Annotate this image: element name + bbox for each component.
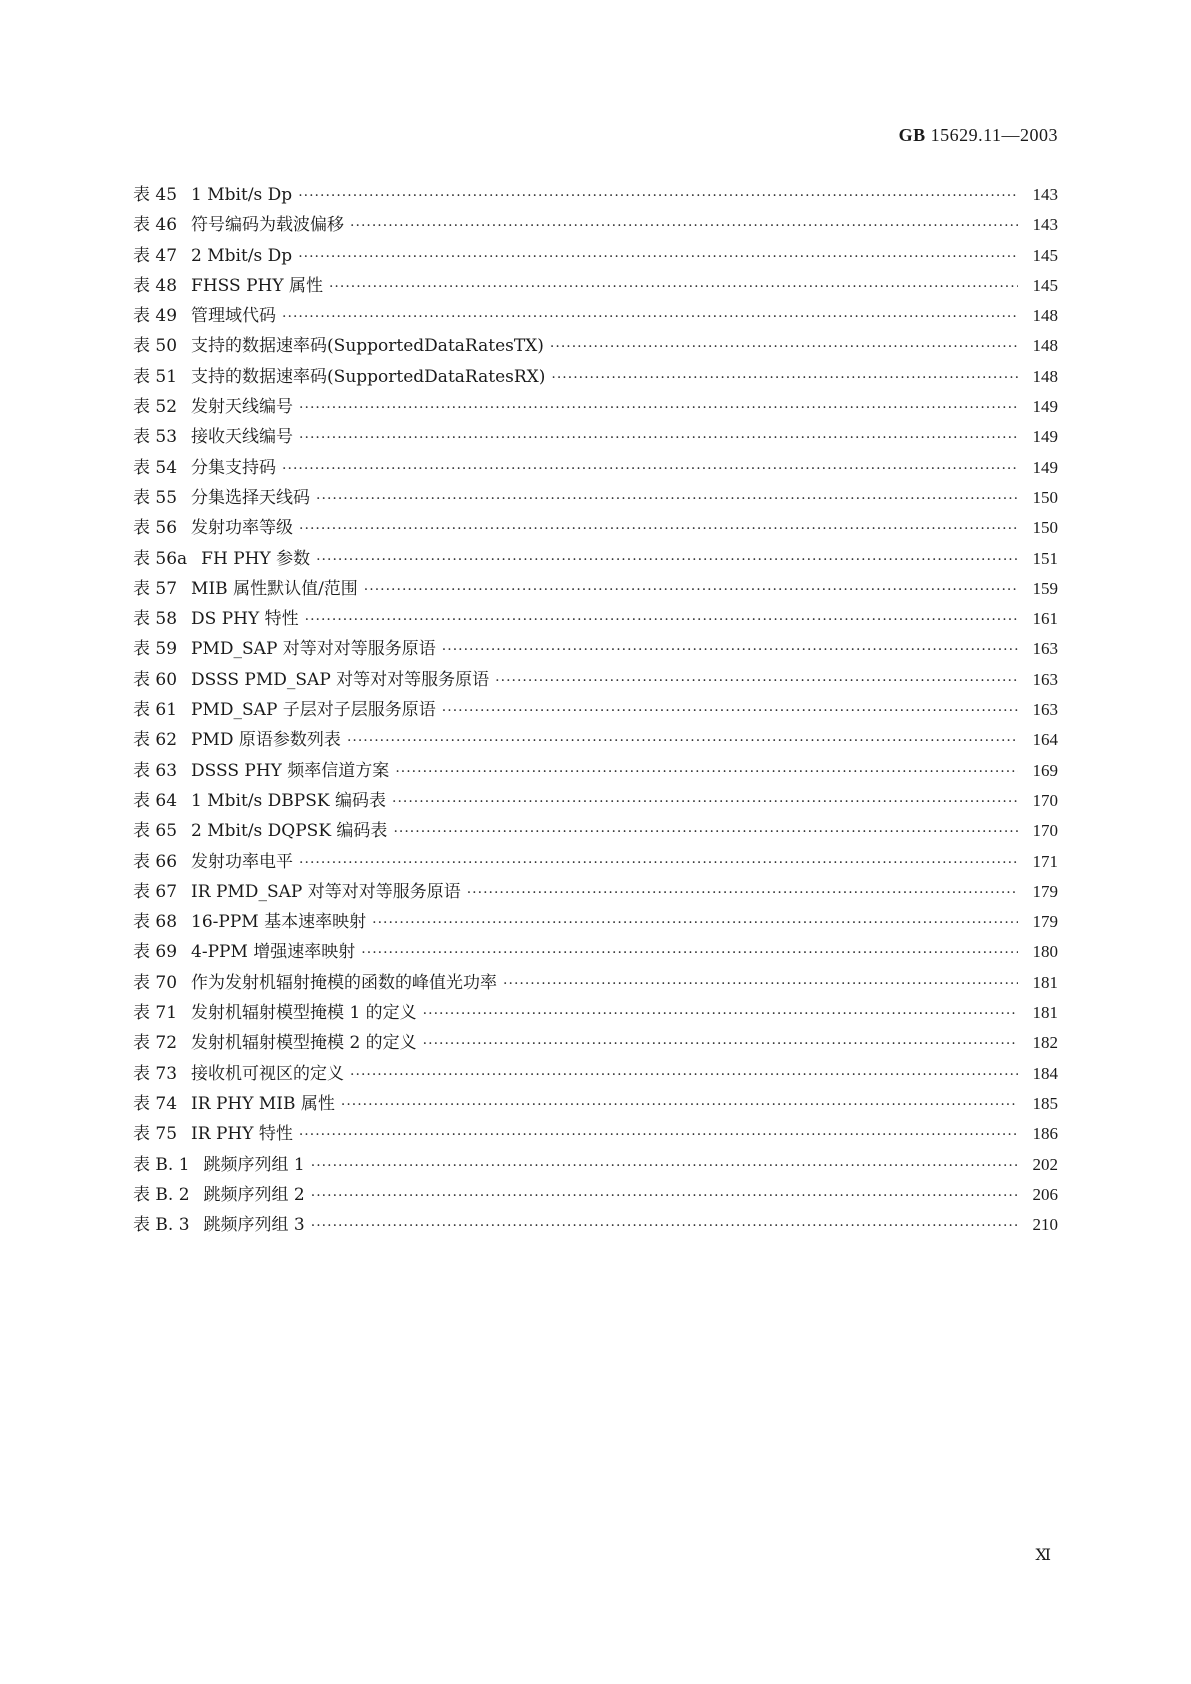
toc-entry-page: 181 — [1032, 972, 1058, 992]
toc-entry-title: 发射机辐射模型掩模 1 的定义 — [191, 1003, 417, 1024]
toc-entry[interactable] — [133, 998, 1058, 1028]
toc-entry-label: 表 75 — [133, 1124, 178, 1145]
toc-entry-title: DSSS PMD_SAP 对等对对等服务原语 — [191, 669, 490, 690]
toc-entry[interactable] — [133, 362, 1058, 392]
toc-entry-page: 164 — [1032, 730, 1058, 750]
toc-leader-dots — [311, 1181, 1018, 1211]
toc-leader-dots — [299, 393, 1018, 423]
toc-entry-label: 表 71 — [133, 1003, 178, 1024]
toc-leader-dots — [282, 454, 1018, 484]
toc-entry[interactable] — [133, 301, 1058, 331]
toc-entry-page: 171 — [1032, 851, 1058, 871]
toc-entry[interactable] — [133, 241, 1058, 271]
toc-entry-page: 145 — [1032, 275, 1058, 295]
toc-leader-dots — [329, 272, 1018, 302]
toc-entry-title: 发射功率等级 — [191, 518, 294, 539]
toc-entry-title: PMD_SAP 子层对子层服务原语 — [191, 700, 436, 721]
toc-leader-dots — [305, 605, 1018, 635]
toc-entry-page: 184 — [1032, 1063, 1058, 1083]
toc-entry-label: 表 48 — [133, 275, 178, 296]
toc-entry-page: 186 — [1032, 1124, 1058, 1144]
toc-entry-title: 分集支持码 — [191, 457, 277, 478]
toc-entry-label: 表 51 — [133, 366, 178, 387]
toc-entry-title: 发射功率电平 — [191, 851, 294, 872]
toc-entry[interactable] — [133, 483, 1058, 513]
toc-entry-label: 表 55 — [133, 487, 178, 508]
toc-entry-page: 181 — [1032, 1003, 1058, 1023]
toc-entry-page: 182 — [1032, 1033, 1058, 1053]
toc-entry-page: 150 — [1032, 487, 1058, 507]
toc-entry-title: 16-PPM 基本速率映射 — [191, 912, 367, 933]
toc-entry-title: 作为发射机辐射掩模的函数的峰值光功率 — [191, 972, 498, 993]
toc-entry-page: 179 — [1032, 912, 1058, 932]
toc-leader-dots — [350, 1060, 1018, 1090]
toc-entry-page: 180 — [1032, 942, 1058, 962]
toc-entry-page: 161 — [1032, 609, 1058, 629]
toc-entry-title: 1 Mbit/s Dp — [191, 185, 293, 205]
toc-entry-page: 148 — [1032, 306, 1058, 326]
toc-entry-page: 151 — [1032, 548, 1058, 568]
toc-leader-dots — [392, 787, 1018, 817]
toc-entry-label: 表 49 — [133, 306, 178, 327]
page-header — [899, 125, 1058, 146]
toc-entry-title: FHSS PHY 属性 — [191, 275, 323, 296]
toc-leader-dots — [299, 423, 1018, 453]
toc-entry[interactable] — [133, 937, 1058, 967]
toc-entry-page: 179 — [1032, 881, 1058, 901]
toc-leader-dots — [393, 817, 1018, 847]
page-number: Ⅺ — [1035, 1547, 1051, 1564]
toc-entry-label: 表 62 — [133, 730, 178, 751]
toc-entry-label: 表 67 — [133, 881, 178, 902]
toc-leader-dots — [341, 1090, 1018, 1120]
toc-entry-page: 150 — [1032, 518, 1058, 538]
toc-entry[interactable] — [133, 1059, 1058, 1089]
toc-entry-label: 表 64 — [133, 790, 178, 811]
toc-entry-label: 表 52 — [133, 397, 178, 418]
toc-entry[interactable] — [133, 665, 1058, 695]
toc-entry-label: 表 59 — [133, 639, 178, 660]
toc-entry[interactable] — [133, 604, 1058, 634]
toc-entry-label: 表 65 — [133, 821, 178, 842]
toc-entry-label: 表 70 — [133, 972, 178, 993]
toc-entry-title: 2 Mbit/s DQPSK 编码表 — [191, 821, 388, 842]
toc-entry-page: 163 — [1032, 669, 1058, 689]
toc-entry[interactable] — [133, 1119, 1058, 1149]
toc-entry-label: 表 56a — [133, 548, 188, 569]
toc-entry[interactable] — [133, 907, 1058, 937]
toc-entry-page: 148 — [1032, 336, 1058, 356]
toc-leader-dots — [316, 484, 1018, 514]
toc-leader-dots — [495, 666, 1018, 696]
toc-entry-page: 159 — [1032, 578, 1058, 598]
toc-entry[interactable] — [133, 574, 1058, 604]
toc-entry-title: IR PHY MIB 属性 — [191, 1093, 335, 1114]
toc-entry[interactable] — [133, 422, 1058, 452]
toc-leader-dots — [467, 878, 1018, 908]
toc-entry[interactable] — [133, 453, 1058, 483]
toc-entry[interactable] — [133, 1089, 1058, 1119]
toc-entry[interactable] — [133, 392, 1058, 422]
toc-leader-dots — [442, 696, 1018, 726]
toc-entry[interactable] — [133, 1180, 1058, 1210]
toc-entry-title: 4-PPM 增强速率映射 — [191, 942, 356, 963]
toc-entry-title: IR PMD_SAP 对等对对等服务原语 — [191, 881, 461, 902]
toc-leader-dots — [423, 999, 1018, 1029]
toc-entry-title: 跳频序列组 2 — [203, 1184, 305, 1205]
toc-leader-dots — [282, 302, 1018, 332]
toc-entry-page: 185 — [1032, 1093, 1058, 1113]
toc-entry-page: 163 — [1032, 639, 1058, 659]
toc-entry-title: 跳频序列组 1 — [203, 1154, 305, 1175]
toc-leader-dots — [298, 181, 1018, 211]
toc-entry-page: 210 — [1032, 1215, 1058, 1235]
toc-entry-title: 支持的数据速率码(SupportedDataRatesTX) — [191, 336, 544, 357]
table-of-contents — [133, 180, 1058, 1240]
toc-entry[interactable] — [133, 968, 1058, 998]
toc-entry-page: 143 — [1032, 215, 1058, 235]
toc-entry-title: IR PHY 特性 — [191, 1124, 293, 1145]
toc-entry[interactable] — [133, 634, 1058, 664]
toc-entry[interactable] — [133, 1210, 1058, 1240]
toc-entry-label: 表 47 — [133, 245, 178, 266]
toc-entry[interactable] — [133, 877, 1058, 907]
toc-entry-label: 表 69 — [133, 942, 178, 963]
toc-entry-page: 149 — [1032, 457, 1058, 477]
toc-entry-label: 表 60 — [133, 669, 178, 690]
toc-leader-dots — [299, 1120, 1018, 1150]
toc-entry[interactable] — [133, 786, 1058, 816]
toc-entry[interactable] — [133, 544, 1058, 574]
toc-entry-title: 支持的数据速率码(SupportedDataRatesRX) — [191, 366, 546, 387]
toc-entry-label: 表 53 — [133, 427, 178, 448]
toc-leader-dots — [364, 575, 1018, 605]
toc-entry-title: 接收机可视区的定义 — [191, 1063, 345, 1084]
toc-entry-label: 表 56 — [133, 518, 178, 539]
toc-entry-label: 表 45 — [133, 185, 178, 205]
toc-entry-title: FH PHY 参数 — [201, 548, 311, 569]
toc-leader-dots — [442, 635, 1018, 665]
toc-entry[interactable] — [133, 816, 1058, 846]
toc-entry-page: 206 — [1032, 1184, 1058, 1204]
toc-leader-dots — [298, 242, 1018, 272]
toc-leader-dots — [299, 848, 1018, 878]
toc-entry[interactable] — [133, 1028, 1058, 1058]
toc-leader-dots — [503, 969, 1018, 999]
toc-entry-label: 表 63 — [133, 760, 178, 781]
toc-entry-title: DS PHY 特性 — [191, 609, 299, 630]
toc-entry-page: 163 — [1032, 700, 1058, 720]
toc-entry-title: PMD 原语参数列表 — [191, 730, 341, 751]
toc-leader-dots — [311, 1211, 1018, 1241]
toc-entry[interactable] — [133, 331, 1058, 361]
toc-entry-title: 接收天线编号 — [191, 427, 294, 448]
toc-entry-page: 202 — [1032, 1154, 1058, 1174]
toc-entry-title: 2 Mbit/s Dp — [191, 245, 293, 266]
toc-entry-page: 169 — [1032, 760, 1058, 780]
toc-entry-title: 1 Mbit/s DBPSK 编码表 — [191, 790, 386, 811]
toc-entry-page: 148 — [1032, 366, 1058, 386]
toc-leader-dots — [350, 211, 1018, 241]
toc-entry-label: 表 50 — [133, 336, 178, 357]
toc-entry[interactable] — [133, 1150, 1058, 1180]
toc-entry-page: 143 — [1032, 185, 1058, 204]
toc-leader-dots — [347, 726, 1018, 756]
standard-number: 15629.11—2003 — [930, 125, 1058, 145]
toc-leader-dots — [316, 545, 1018, 575]
toc-entry-label: 表 57 — [133, 578, 178, 599]
toc-entry-page: 145 — [1032, 245, 1058, 265]
toc-leader-dots — [550, 332, 1018, 362]
toc-leader-dots — [311, 1151, 1018, 1181]
toc-entry-title: 符号编码为载波偏移 — [191, 215, 345, 236]
toc-entry-label: 表 68 — [133, 912, 178, 933]
toc-entry-page: 149 — [1032, 397, 1058, 417]
toc-entry-title: DSSS PHY 频率信道方案 — [191, 760, 390, 781]
toc-entry[interactable] — [133, 695, 1058, 725]
toc-entry[interactable] — [133, 210, 1058, 240]
toc-entry-label: 表 B. 3 — [133, 1215, 190, 1236]
toc-entry-page: 149 — [1032, 427, 1058, 447]
toc-entry[interactable] — [133, 725, 1058, 755]
toc-entry-label: 表 61 — [133, 700, 178, 721]
toc-entry[interactable] — [133, 847, 1058, 877]
toc-entry-title: PMD_SAP 对等对对等服务原语 — [191, 639, 436, 660]
toc-entry-label: 表 72 — [133, 1033, 178, 1054]
toc-entry-label: 表 54 — [133, 457, 178, 478]
toc-entry-title: 跳频序列组 3 — [203, 1215, 305, 1236]
toc-entry-title: MIB 属性默认值/范围 — [191, 578, 358, 599]
toc-entry[interactable] — [133, 271, 1058, 301]
toc-entry-title: 管理域代码 — [191, 306, 277, 327]
toc-leader-dots — [361, 938, 1018, 968]
toc-entry-label: 表 74 — [133, 1093, 178, 1114]
toc-entry-label: 表 B. 1 — [133, 1154, 190, 1175]
toc-entry-title: 发射天线编号 — [191, 397, 294, 418]
toc-entry-page: 170 — [1032, 821, 1058, 841]
toc-entry-label: 表 58 — [133, 609, 178, 630]
toc-entry-label: 表 73 — [133, 1063, 178, 1084]
toc-entry-label: 表 66 — [133, 851, 178, 872]
toc-entry[interactable] — [133, 513, 1058, 543]
toc-leader-dots — [423, 1029, 1018, 1059]
toc-entry-label: 表 46 — [133, 215, 178, 236]
toc-entry-title: 发射机辐射模型掩模 2 的定义 — [191, 1033, 417, 1054]
toc-entry[interactable] — [133, 756, 1058, 786]
toc-entry[interactable] — [133, 180, 1058, 210]
toc-leader-dots — [395, 757, 1018, 787]
toc-entry-page: 170 — [1032, 790, 1058, 810]
toc-entry-label: 表 B. 2 — [133, 1184, 190, 1205]
toc-leader-dots — [551, 363, 1018, 393]
toc-leader-dots — [299, 514, 1018, 544]
toc-entry-title: 分集选择天线码 — [191, 487, 311, 508]
standard-code: GB — [898, 125, 926, 145]
toc-leader-dots — [372, 908, 1018, 938]
